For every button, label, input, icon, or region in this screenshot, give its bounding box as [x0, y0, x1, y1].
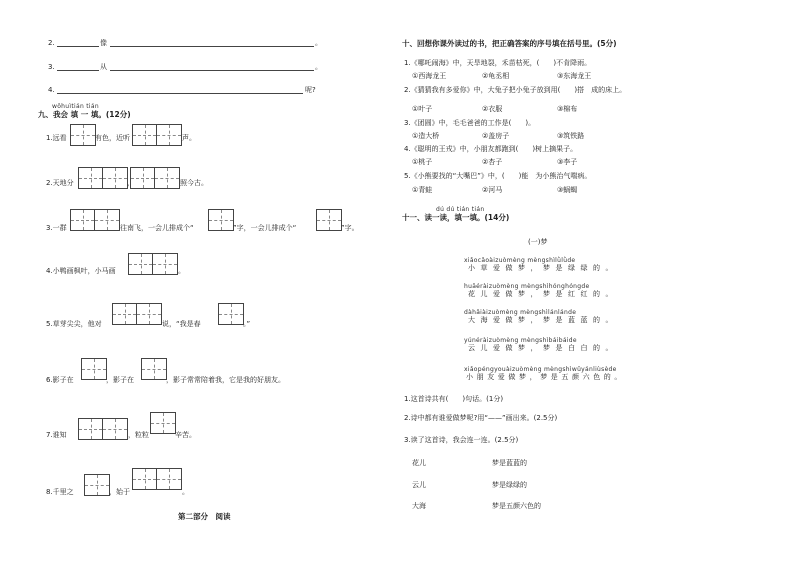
q3-number: 3. [48, 63, 55, 71]
r-q3-opt3[interactable]: ③筑铁路 [557, 132, 585, 140]
r-q5: 5.《小熊要找的“大嘴巴”》中，( )能 为小熊治气喘病。 [404, 172, 592, 180]
q4-end: 呢? [305, 86, 316, 94]
poem-line2-pinyin: huāéràizuòmèng mèngshìhónghóngde [464, 283, 590, 290]
q2-number: 2. [48, 39, 55, 47]
item3-grid-a[interactable] [70, 209, 120, 231]
poem-line2: 花儿爱做梦，梦是红红的。 [468, 290, 618, 298]
q4-number: 4. [48, 86, 55, 94]
item5-text-c: 。” [243, 320, 251, 328]
item2-text-c: 照今古。 [180, 179, 208, 187]
poem-line3: 大海爱做梦，梦是蓝蓝的。 [468, 316, 618, 324]
q2-end: 。 [315, 39, 322, 47]
q3-word: 从 [100, 63, 107, 71]
q2-blank-b[interactable] [110, 46, 314, 47]
poem-q2: 2.诗中都有谁爱做梦呢?用“——”画出来。(2.5分) [404, 414, 558, 422]
item3-text-d: ”字。 [341, 224, 359, 232]
item2-grid-a[interactable] [78, 167, 128, 189]
item2-text-a: 2.天地分 [46, 179, 74, 187]
r-q5-opt2[interactable]: ②河马 [482, 186, 503, 194]
item1-grid-b[interactable] [132, 124, 182, 146]
item7-text-b: ，粒粒 [128, 431, 149, 439]
item5-text-a: 5.草芽尖尖，他对 [46, 320, 102, 328]
r-q1-opt2[interactable]: ②龟丞相 [482, 72, 510, 80]
item7-text-a: 7.谁知 [46, 431, 67, 439]
r-q4-opt1[interactable]: ①桃子 [412, 158, 433, 166]
item2-grid-b[interactable] [130, 167, 180, 189]
item2-text-b: ， [127, 179, 134, 187]
item6-text-b: ，影子在 [106, 376, 134, 384]
q3-blank-a[interactable] [57, 70, 99, 71]
item6-text-c: ，影子常常陪着我，它是我的好朋友。 [166, 376, 285, 384]
r-q2-opt3[interactable]: ③棉布 [557, 105, 578, 113]
match-left-3[interactable]: 大海 [412, 502, 426, 510]
poem-q1: 1.这首诗共有( )句话。(1分) [404, 395, 504, 403]
item6-text-a: 6.影子在 [46, 376, 74, 384]
match-right-1[interactable]: 梦是蓝蓝的 [492, 459, 527, 467]
item7-text-c: 辛苦。 [175, 431, 196, 439]
poem-line4: 云儿爱做梦，梦是白白的。 [468, 344, 618, 352]
r-q1-opt1[interactable]: ①西海龙王 [412, 72, 447, 80]
match-right-2[interactable]: 梦是绿绿的 [492, 481, 527, 489]
match-left-1[interactable]: 花儿 [412, 459, 426, 467]
r-q3: 3.《团圆》中，毛毛爸爸的工作是( )。 [404, 119, 536, 127]
item4-text-a: 4.小鸭画枫叶，小马画 [46, 267, 116, 275]
q2-word: 像 [100, 39, 107, 47]
item8-grid-b[interactable] [132, 468, 182, 490]
poem-line5: 小朋友爱做梦，梦是五颜六色的。 [466, 373, 625, 381]
r-q2-opt2[interactable]: ②衣服 [482, 105, 503, 113]
q3-blank-b[interactable] [110, 70, 314, 71]
q4-blank[interactable] [57, 93, 303, 94]
match-right-3[interactable]: 梦是五颜六色的 [492, 502, 541, 510]
match-left-2[interactable]: 云儿 [412, 481, 426, 489]
r-q5-opt3[interactable]: ③蜗蝎 [557, 186, 578, 194]
item8-text-c: 。 [182, 488, 189, 496]
item3-grid-b[interactable] [208, 209, 234, 231]
item3-text-c: ”字，一会儿排成个“ [233, 224, 297, 232]
item1-text-a: 1.远看 [46, 134, 67, 142]
r-q3-opt1[interactable]: ①造大桥 [412, 132, 440, 140]
poem-title: (一)梦 [528, 238, 548, 246]
r-q5-opt1[interactable]: ①青蛙 [412, 186, 433, 194]
item8-text-b: ，始于 [109, 488, 130, 496]
poem-line1-pinyin: xiǎocǎoàizuòmèng mèngshìlǜlǜde [464, 257, 576, 264]
item4-grid[interactable] [128, 253, 178, 275]
sec9-title: 九、我会 填 一 填。(12分) [38, 110, 131, 119]
item1-grid-a[interactable] [70, 124, 96, 146]
item3-text-a: 3.一群 [46, 224, 67, 232]
sec10-title: 十、回想你课外读过的书，把正确答案的序号填在括号里。(5分) [402, 39, 617, 48]
item3-grid-c[interactable] [316, 209, 342, 231]
sec9-pinyin: wǒhuìtián tián [52, 103, 99, 110]
item8-text-a: 8.千里之 [46, 488, 74, 496]
item8-grid-a[interactable] [84, 474, 110, 496]
sec11-title: 十一、读一读，填一填。(14分) [402, 213, 510, 222]
item7-grid-a[interactable] [78, 418, 128, 440]
poem-line1: 小草爱做梦，梦是绿绿的。 [468, 264, 618, 272]
item5-grid-a[interactable] [112, 303, 162, 325]
item5-grid-b[interactable] [218, 303, 244, 325]
item3-text-b: 往南飞，一会儿排成个“ [120, 224, 194, 232]
item5-text-b: 说，“我是春 [162, 320, 201, 328]
r-q4: 4.《聪明的王戎》中，小朋友都跑到( )树上摘果子。 [404, 145, 578, 153]
item7-grid-b[interactable] [150, 412, 176, 434]
poem-line3-pinyin: dàhǎiàizuòmèng mèngshìlánlánde [464, 309, 577, 316]
item1-text-b: 有色，近听 [95, 134, 130, 142]
item6-grid-b[interactable] [141, 358, 167, 380]
item1-text-c: 声。 [182, 134, 196, 142]
r-q4-opt3[interactable]: ③李子 [557, 158, 578, 166]
q2-blank-a[interactable] [57, 46, 99, 47]
r-q4-opt2[interactable]: ②杏子 [482, 158, 503, 166]
item4-text-b: 。 [178, 267, 185, 275]
r-q1-opt3[interactable]: ③东海龙王 [557, 72, 592, 80]
q3-end: 。 [315, 63, 322, 71]
poem-q3: 3.读了这首诗，我会连一连。(2.5分) [404, 436, 519, 444]
poem-line4-pinyin: yúnéràizuòmèng mèngshìbáibáide [464, 337, 577, 344]
part2-heading: 第二部分 阅读 [178, 512, 231, 521]
item6-grid-a[interactable] [81, 358, 107, 380]
r-q3-opt2[interactable]: ②盖房子 [482, 132, 510, 140]
sec11-pinyin: dú dú tián tián [436, 206, 485, 213]
r-q2: 2.《猜猜我有多爱你》中，大兔子把小兔子放到用( )搭 成的床上。 [404, 86, 627, 94]
r-q2-opt1[interactable]: ①叶子 [412, 105, 433, 113]
poem-line5-pinyin: xiǎopéngyouàizuòmèng mèngshìwǔyánliùsède [464, 366, 617, 373]
r-q1: 1.《哪吒闹海》中，天旱地裂，禾苗枯死，( )不肯降雨。 [404, 59, 592, 67]
